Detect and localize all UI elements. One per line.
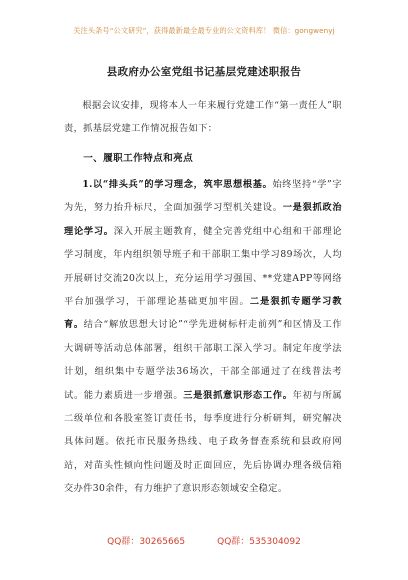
para-bold-point: 一是狠抓政治理论学习。	[64, 202, 342, 237]
footer-contact	[0, 534, 408, 547]
main-paragraph	[64, 173, 342, 501]
para-bold-point: 二是狠抓专题学习教育。	[64, 296, 342, 331]
document-title: 县政府办公室党组书记基层党建述职报告	[106, 66, 302, 78]
para-text: 结合“解放思想大讨论”“学先进树标杆走前列”和区情及工作大调研等活动总体部署，组织干部职工深入学习。制定年度学法计划，组织集中专题学法36场次，干部全部通过了在线普法考试。能力素质进一步增强。	[64, 319, 342, 401]
header-banner: 关注头条号“公文研究”，获得最新最全最专业的公文资料库！ 微信：gongwenyj	[73, 26, 335, 35]
section-heading: 一、履职工作特点和亮点	[83, 153, 194, 164]
footer-qq-group-1: QQ群：30265665	[107, 537, 186, 547]
para-text: 年初与所属二级单位和各股室签订责任书，每季度进行分析研判，研究解决具体问题。依托市民服务热线、电子政务督查系统和县政府网站，对苗头性倾向性问题及时正面回应，先后协调办理各级信箱交办件30余件，有力维护了意识形态领域安全稳定。	[64, 389, 343, 495]
para-text: 深入开展主题教育，健全完善党组中心组和干部理论学习制度，年内组织领导班子和干部职工集中学习89场次，人均开展研讨交流20次以上，充分运用学习强国、**党建APP等网络平台加强学习，干部理论基础更加牢固。	[64, 225, 343, 308]
para-bold-point: 三是狠抓意识形态工作。	[183, 389, 293, 401]
intro-paragraph: 根据会议安排，现将本人一年来履行党建工作“第一责任人”职责，抓基层党建工作情况报告如下：	[64, 100, 342, 135]
para-lead: 1.以“排头兵”的学习理念，筑牢思想根基。	[82, 179, 273, 190]
para-text: 始终坚持“学”字为先，努力抬升标尺，全面加强学习型机关建设。	[64, 179, 343, 214]
footer-qq-group-2: QQ群：535304092	[217, 537, 301, 547]
